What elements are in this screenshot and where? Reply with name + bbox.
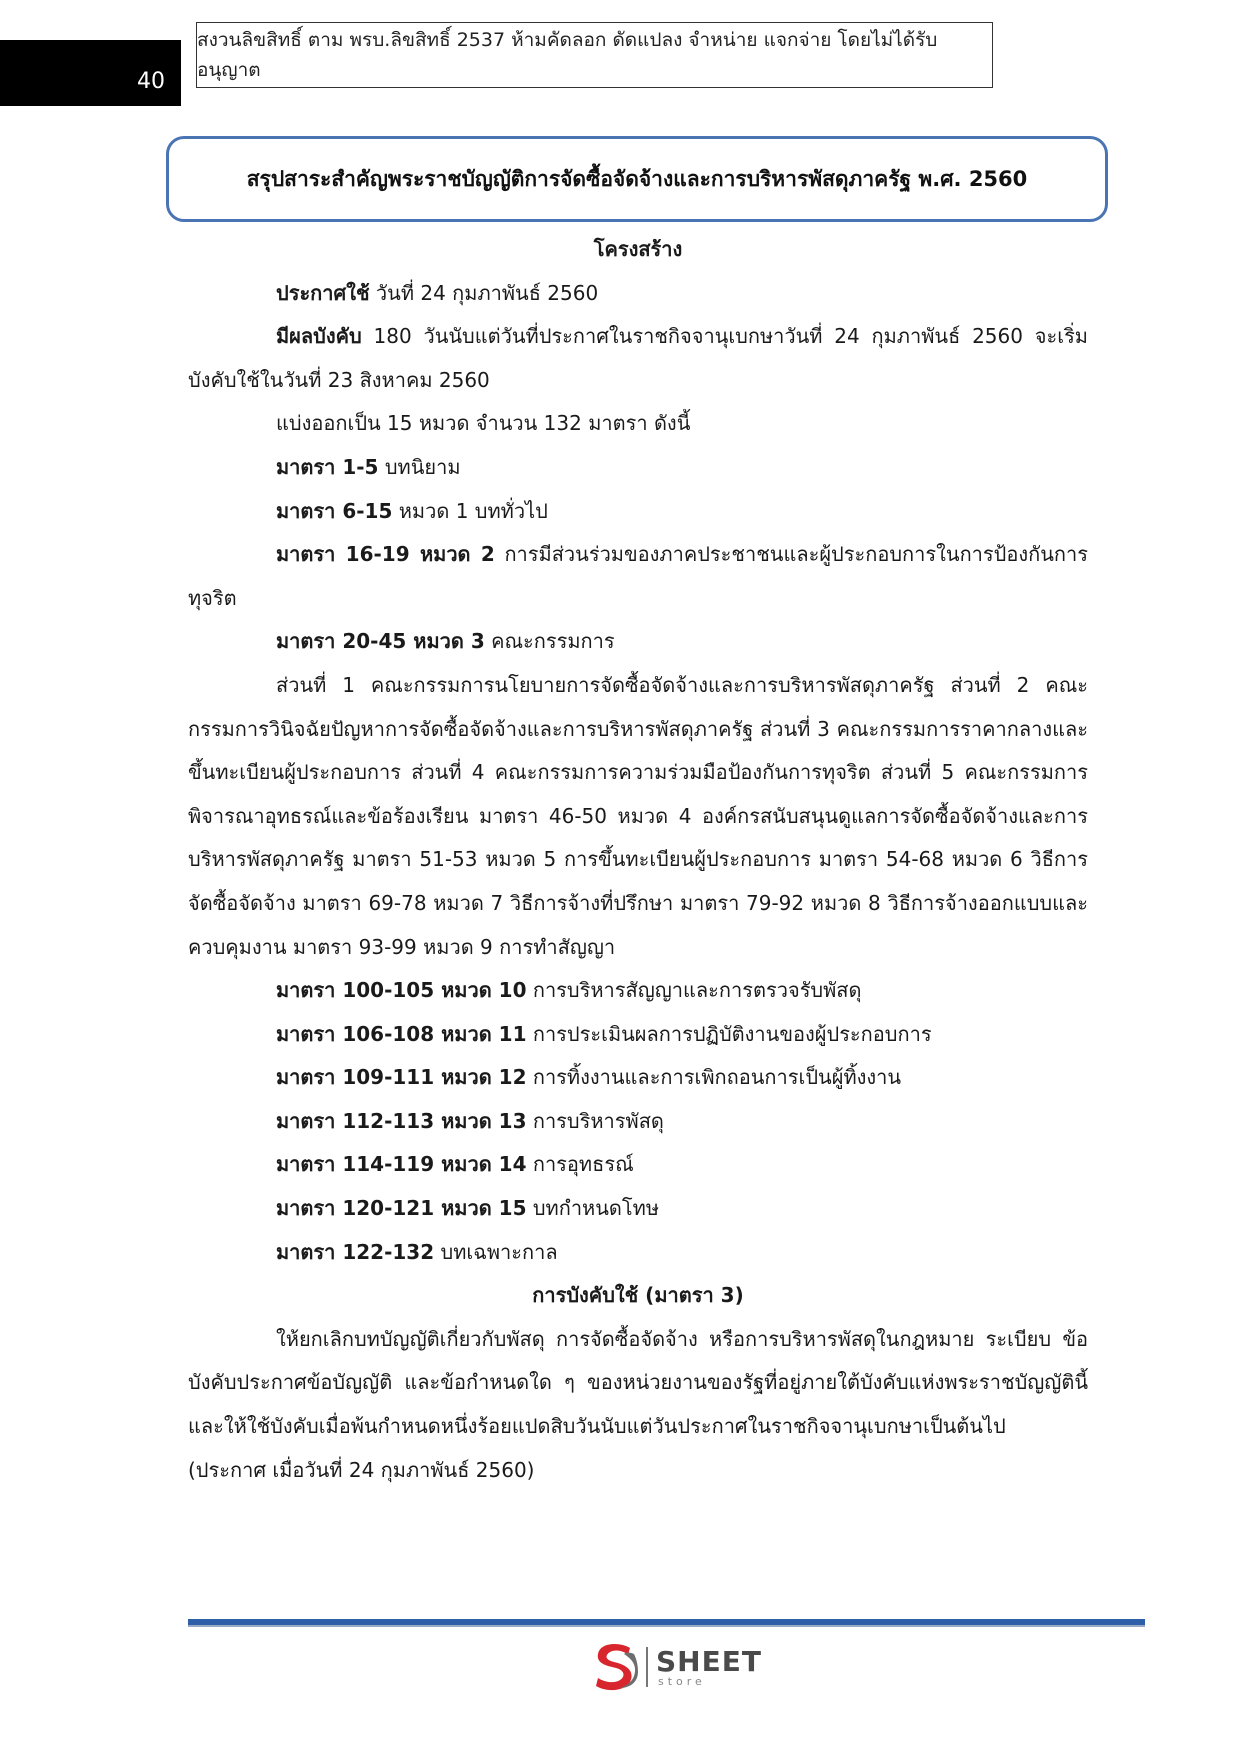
section-text: บทนิยาม — [378, 454, 461, 479]
section-line — [188, 1100, 1088, 1144]
structure-heading: โครงสร้าง — [593, 237, 683, 261]
logo-separator — [646, 1647, 648, 1687]
section-label: มาตรา 20-45 หมวด 3 — [276, 629, 485, 654]
announced-text: วันที่ 24 กุมภาพันธ์ 2560 — [369, 280, 599, 305]
section-text: บทเฉพาะกาล — [434, 1239, 558, 1264]
enforcement-paragraph: ให้ยกเลิกบทบัญญัติเกี่ยวกับพัสดุ การจัดซื้อจัดจ้าง หรือการบริหารพัสดุในกฎหมาย ระเบียบ ข้อบังคับประกาศข้อบัญญัติ และข้อกำหนดใด ๆ ของหน่วยงานของรัฐที่อยู่ภายใต้บังคับแห่งพระราชบัญญัตินี้ และให้ใช้บังคับเมื่อพ้นกำหนดหนึ่งร้อยแปดสิบวันนับแต่วันประกาศในราชกิจจานุเบกษาเป็นต้นไป (ประกาศ เมื่อวันที่ 24 กุมภาพันธ์ 2560) — [188, 1326, 1088, 1482]
page-number-tab — [0, 40, 181, 106]
announced-line — [188, 272, 1088, 316]
section-line — [188, 620, 1088, 664]
section-text: หมวด 1 บททั่วไป — [392, 498, 548, 523]
section-label: มาตรา 6-15 — [276, 498, 393, 523]
section-label: มาตรา 112-113 หมวด 13 — [276, 1108, 527, 1133]
sheet-store-s-icon — [590, 1640, 640, 1694]
footer-rule — [188, 1619, 1145, 1627]
section-label: มาตรา 120-121 หมวด 15 — [276, 1196, 527, 1221]
section-line — [188, 1013, 1088, 1057]
section-line — [188, 1231, 1088, 1275]
page-number: 40 — [137, 69, 165, 94]
section-text: คณะกรรมการ — [484, 629, 615, 654]
section-label: มาตรา 100-105 หมวด 10 — [276, 978, 527, 1003]
section-line — [188, 490, 1088, 534]
section-label: มาตรา 109-111 หมวด 12 — [276, 1065, 527, 1090]
effective-label: มีผลบังคับ — [276, 324, 362, 349]
copyright-notice: สงวนลิขสิทธิ์ ตาม พรบ.ลิขสิทธิ์ 2537 ห้ามคัดลอก ดัดแปลง จำหน่าย แจกจ่าย โดยไม่ได้รับอนุญาต — [196, 22, 993, 88]
sheet-store-logo — [590, 1640, 762, 1694]
divided-line: แบ่งออกเป็น 15 หมวด จำนวน 132 มาตรา ดังนี้ — [276, 411, 691, 436]
announced-label: ประกาศใช้ — [276, 280, 370, 305]
document-body — [188, 228, 1088, 1492]
section-line — [188, 1187, 1088, 1231]
section-line — [188, 533, 1088, 620]
committees-paragraph: ส่วนที่ 1 คณะกรรมการนโยบายการจัดซื้อจัดจ้างและการบริหารพัสดุภาครัฐ ส่วนที่ 2 คณะกรรมการวินิจฉัยปัญหาการจัดซื้อจัดจ้างและการบริหารพัสดุภาครัฐ ส่วนที่ 3 คณะกรรมการราคากลางและขึ้นทะเบียนผู้ประกอบการ ส่วนที่ 4 คณะกรรมการความร่วมมือป้องกันการทุจริต ส่วนที่ 5 คณะกรรมการพิจารณาอุทธรณ์และข้อร้องเรียน มาตรา 46-50 หมวด 4 องค์กรสนับสนุนดูแลการจัดซื้อจัดจ้างและการบริหารพัสดุภาครัฐ มาตรา 51-53 หมวด 5 การขึ้นทะเบียนผู้ประกอบการ มาตรา 54-68 หมวด 6 วิธีการจัดซื้อจัดจ้าง มาตรา 69-78 หมวด 7 วิธีการจ้างที่ปรึกษา มาตรา 79-92 หมวด 8 วิธีการจ้างออกแบบและควบคุมงาน มาตรา 93-99 หมวด 9 การทำสัญญา — [188, 672, 1088, 959]
section-text: การประเมินผลการปฏิบัติงานของผู้ประกอบการ — [526, 1021, 932, 1046]
effective-paragraph — [188, 315, 1088, 402]
section-text: การอุทธรณ์ — [526, 1152, 634, 1177]
section-text: การทิ้งงานและการเพิกถอนการเป็นผู้ทิ้งงาน — [526, 1065, 902, 1090]
section-line — [188, 1056, 1088, 1100]
section-text: การบริหารพัสดุ — [526, 1108, 664, 1133]
document-title: สรุปสาระสำคัญพระราชบัญญัติการจัดซื้อจัดจ้างและการบริหารพัสดุภาครัฐ พ.ศ. 2560 — [166, 136, 1108, 222]
section-line — [188, 969, 1088, 1013]
enforcement-heading: การบังคับใช้ (มาตรา 3) — [532, 1283, 744, 1308]
logo-word: SHEET — [656, 1644, 762, 1678]
section-line — [188, 446, 1088, 490]
section-line — [188, 1143, 1088, 1187]
section-text: การบริหารสัญญาและการตรวจรับพัสดุ — [526, 978, 862, 1003]
section-label: มาตรา 122-132 — [276, 1239, 435, 1264]
effective-text: 180 วันนับแต่วันที่ประกาศในราชกิจจานุเบกษาวันที่ 24 กุมภาพันธ์ 2560 จะเริ่มบังคับใช้ในวันที่ 23 สิงหาคม 2560 — [188, 324, 1088, 392]
section-label: มาตรา 16-19 หมวด 2 — [276, 542, 495, 567]
logo-text — [656, 1644, 762, 1688]
section-label: มาตรา 114-119 หมวด 14 — [276, 1152, 527, 1177]
section-text: การมีส่วนร่วมของภาคประชาชนและผู้ประกอบการในการป้องกันการทุจริต — [188, 542, 1088, 610]
section-text: บทกำหนดโทษ — [526, 1196, 660, 1221]
logo-subword: store — [658, 1674, 706, 1688]
section-label: มาตรา 1-5 — [276, 454, 379, 479]
section-label: มาตรา 106-108 หมวด 11 — [276, 1021, 527, 1046]
